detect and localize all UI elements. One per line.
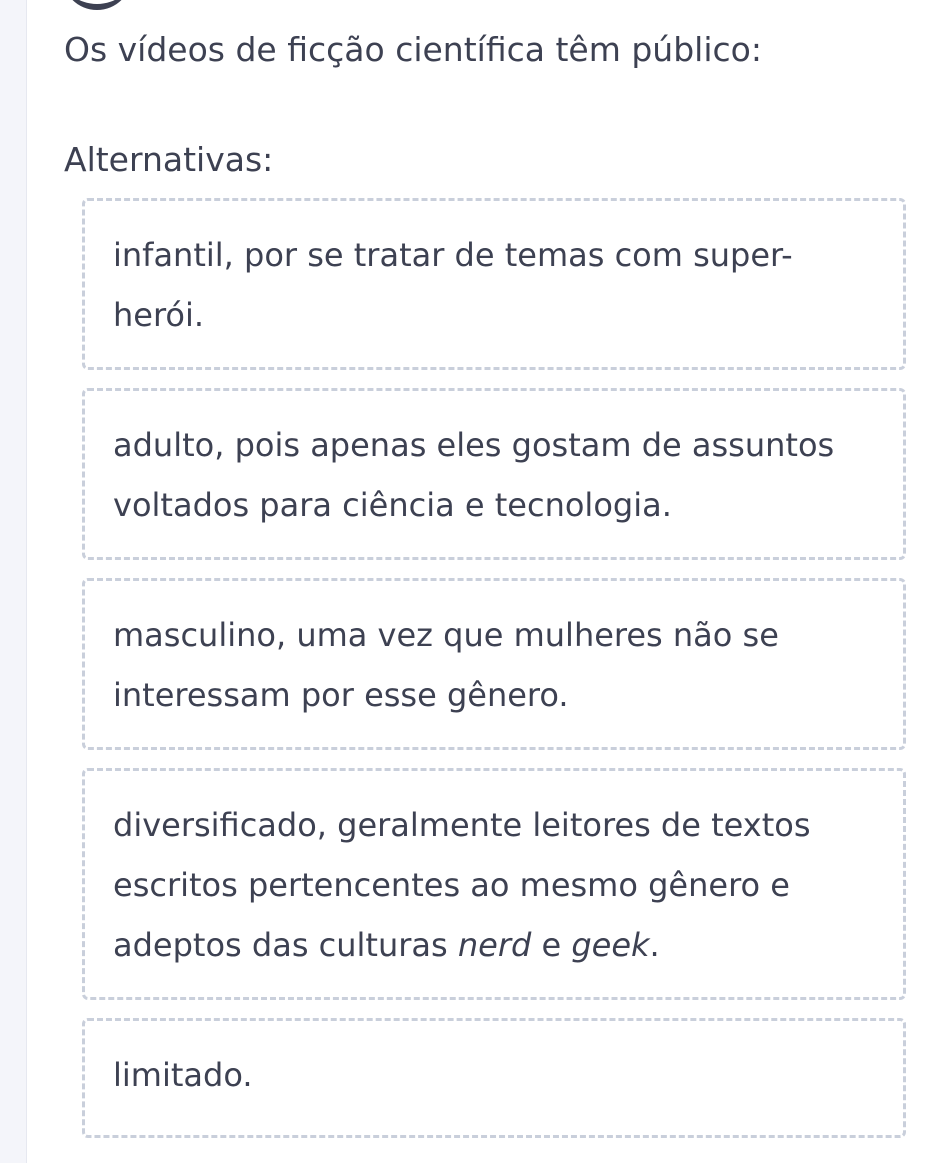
option-c[interactable] (82, 578, 906, 750)
option-b-text: adulto, pois apenas eles gostam de assuntos voltados para ciência e tecnologia. (113, 426, 835, 524)
option-b[interactable] (82, 388, 906, 560)
option-d-italic-geek: geek (571, 926, 650, 964)
decorative-arc (62, 0, 132, 10)
option-e[interactable] (82, 1018, 906, 1138)
alternatives-list (82, 198, 906, 1138)
option-d-text-before: diversificado, geralmente leitores de textos escritos pertencentes ao mesmo gênero e adeptos das culturas (113, 806, 811, 964)
option-d[interactable] (82, 768, 906, 1000)
option-a-text: infantil, por se tratar de temas com super-herói. (113, 236, 793, 334)
alternatives-label: Alternativas: (64, 140, 274, 179)
option-d-text-middle: e (531, 926, 572, 964)
option-d-text-after: . (649, 926, 660, 964)
left-rail (0, 0, 27, 1163)
option-d-italic-nerd: nerd (457, 926, 532, 964)
question-text: Os vídeos de ficção científica têm público: (64, 30, 762, 69)
option-e-text: limitado. (113, 1056, 253, 1094)
option-a[interactable] (82, 198, 906, 370)
option-c-text: masculino, uma vez que mulheres não se interessam por esse gênero. (113, 616, 779, 714)
